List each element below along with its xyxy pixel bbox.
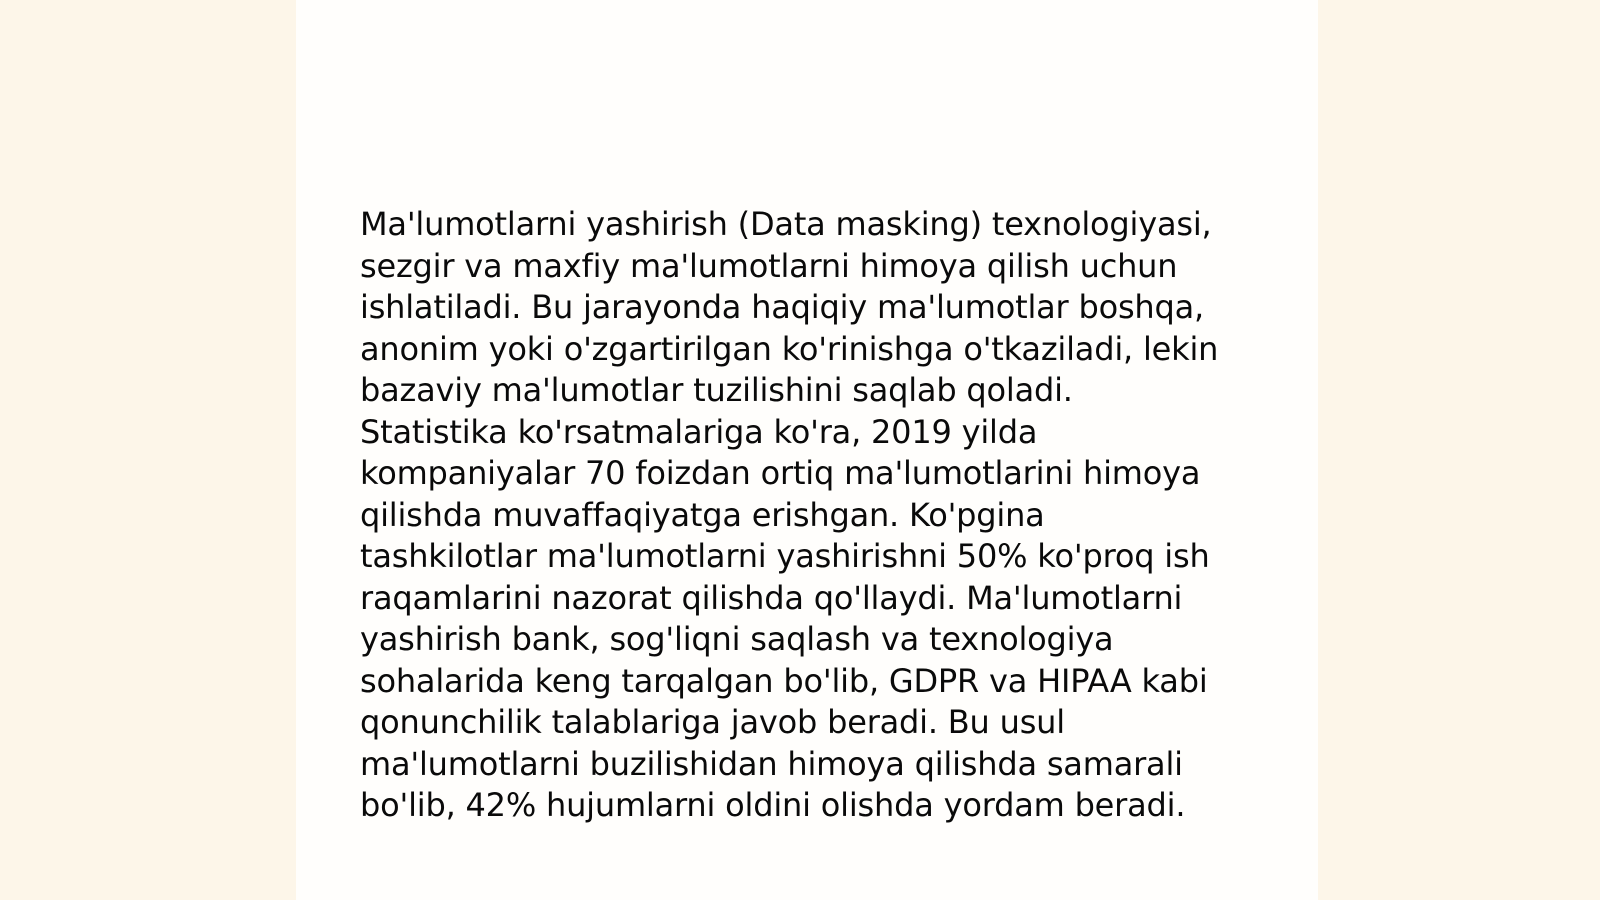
document-page [296,0,1318,900]
paragraph-line: tashkilotlar ma'lumotlarni yashirishni 50% ko'proq ish [360,537,1210,575]
paragraph-line: anonim yoki o'zgartirilgan ko'rinishga o'tkaziladi, lekin [360,329,1219,368]
paragraph-line: yashirish bank, sog'liqni saqlash va texnologiya [360,620,1114,658]
paragraph-line: raqamlarini nazorat qilishda qo'llaydi. Ma'lumotlarni [360,578,1183,617]
body-paragraph [360,204,1260,827]
paragraph-line: ma'lumotlarni buzilishidan himoya qilishda samarali [360,744,1183,783]
paragraph-line: sohalarida keng tarqalgan bo'lib, GDPR va HIPAA kabi [360,661,1208,700]
paragraph-line: qilishda muvaffaqiyatga erishgan. Ko'pgina [360,495,1045,534]
paragraph-line: ishlatiladi. Bu jarayonda haqiqiy ma'lumotlar boshqa, [360,288,1205,326]
paragraph-line: bo'lib, 42% hujumlarni oldini olishda yordam beradi. [360,786,1186,824]
paragraph-line: qonunchilik talablariga javob beradi. Bu usul [360,703,1065,741]
paragraph-line: Statistika ko'rsatmalariga ko'ra, 2019 yilda [360,412,1038,451]
paragraph-line: kompaniyalar 70 foizdan ortiq ma'lumotlarini himoya [360,454,1201,492]
paragraph-line: Ma'lumotlarni yashirish (Data masking) texnologiyasi, [360,205,1212,243]
paragraph-line: sezgir va maxfiy ma'lumotlarni himoya qilish uchun [360,246,1178,285]
paragraph-line: bazaviy ma'lumotlar tuzilishini saqlab qoladi. [360,371,1073,409]
